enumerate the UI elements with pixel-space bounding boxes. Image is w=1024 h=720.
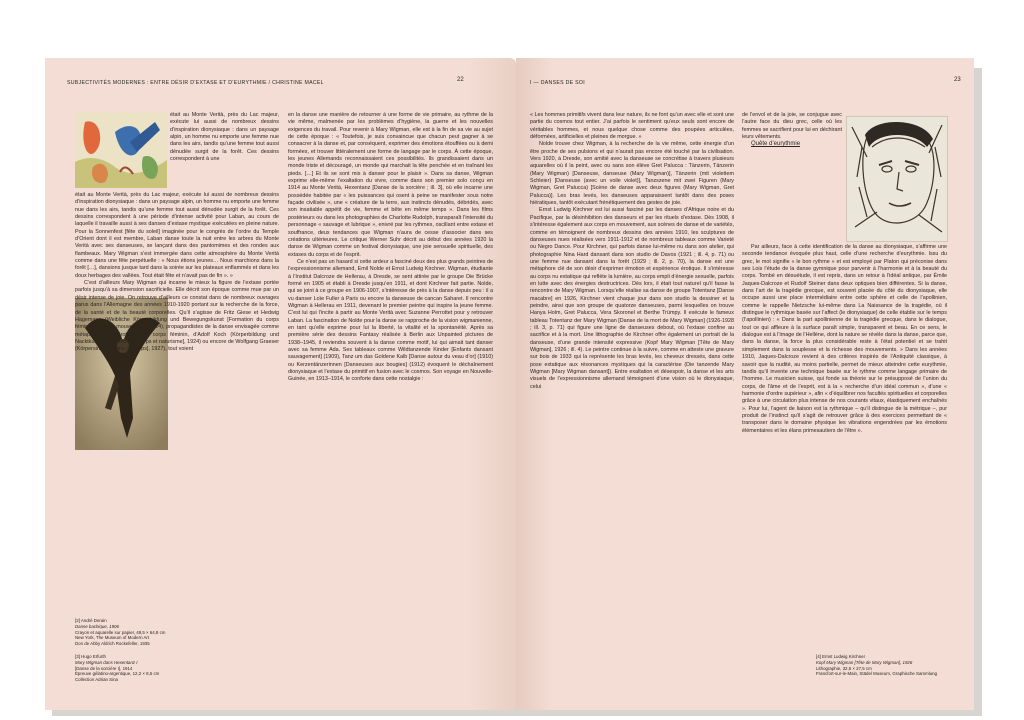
left-column-1 bbox=[75, 192, 279, 672]
right-page-number: 23 bbox=[954, 77, 961, 83]
paragraph-6: Nolde trouve chez Wigman, à la recherche de la vie même, cette énergie d’un être proche de ses pulsions et qui n’aurait pas encore été touché par la civilisation. Vers 1920, à Dresde, son amitié avec la danseuse se concrétise à travers plusieurs aquarelles où il la peint, avec ou sans son élève Gret Palucca : Tänzerin, Tänzerin (Mary Wigman) [Danseuse, danseuse (Mary Wigman)], Tänzerin (mit violettem Schleier) [Danseuse (avec un voile violet)], Tanzszene mit zwei Figuren (Mary Wigman, Gret Palucca) [Scène de danse avec deux figures (Mary Wigman, Gret Palucca)]. Les bras levés, les danseuses apparaissent tantôt dans des poses hiératiques, tantôt exécutant frénétiquement des gestes de joie. bbox=[530, 141, 734, 207]
paragraph-1-lead: était au Monte Verità, près du Lac majeur, exécute lui aussi de nombreux dessins d’inspiration dionysiaque : dans un paysage alpin, un homme nu emporte une femme nue dans les airs, tandis qu’une femme tout aussi dénudée surgit de la forêt. Ces dessins correspondent à une bbox=[170, 112, 279, 163]
derain-watercolor-image bbox=[75, 112, 167, 188]
paragraph-7: Ernst Ludwig Kirchner est lui aussi fasciné par les danses d’Afrique noire et du Pacifique, par la désinhibition des danseurs et par les rituels d’extase. Dès 1908, il s’intéresse également aux corps en mouvement, aux scènes de danse et de variétés, comme en témoignent de nombreux dessins des années 1910, les sculptures de danseuses nues réalisées vers 1911-1912 et de nombreux tableaux comme Varieté ou Negro Dance. Pour Kirchner, qui parfois danse lui-même nu dans son atelier, qui photographie Nina Hard dansant dans son studio de Davos (1921 ; ill. 4, p. 71) ou une femme nue dansant dans la forêt (1929 ; ill. 2, p. 70), la danse est une métaphore clé de son désir d’exprimer émotion et expérience érotique. Il s’intéresse au corps nu extatique qui reflète la lumière, au corps empli d’énergie sexuelle, parfois en lutte avec des énergies destructrices. Dès lors, il était tout naturel qu’il fasse la rencontre de Mary Wigman. Lorsqu’elle réalise sa danse de groupe Totentanz [Danse macabre] en 1926, Kirchner vient chaque jour dans son studio la dessiner et la peindre, ainsi que son groupe de quatorze danseuses, parmi lesquelles on trouve Hanya Holm, Gret Palucca, Vera Skoronel et Berthe Trümpy. Il exécute le fameux tableau Totentanz der Mary Wigman [Danse de la mort de Mary Wigman] (1926-1928 ; ill. 3, p. 71) qui figure une ligne de danseuses debout, où l’extase confine au sacrifice et à la mort. Une lithographie de Kirchner offre également un portrait de la danseuse, d’une grande intensité expressive (Kopf Mary Wigman [Tête de Mary Wigman], 1926 ; ill. 4). Le peintre continue à la suivre, comme en atteste une gravure sur bois de 1933 qui la représente les bras levés, les cheveux dressés, dans cette pose extatique aux résonances mystiques qui la caractérise (Die tanzende Mary Wigman [Mary Wigman dansant]). Entre exaltation et désespoir, la danse et les arts visuels de l’expressionnisme allemand témoignent d’une vision où le dionysiaque, celui bbox=[530, 207, 734, 390]
left-column-2 bbox=[288, 112, 493, 672]
paragraph-9: Par ailleurs, face à cette identification de la danse au dionysiaque, s’affirme une seconde tendance évoquée plus haut, celle d’une recherche d’eurythmie. Issu du grec, le mot signifie « le bon rythme » et est employé par Platon qui préconise dans ses Lois l’étude de la danse gymnique pour parvenir à l’harmonie et à la beauté du corps. Tombé en désuétude, il est repris, dans un retour à l’idéal antique, par Émile Jaques-Dalcroze et Rudolf Steiner dans deux optiques bien différentes. Si la danse, dans l’art de la tragédie grecque, est souvent placée du côté du dionysiaque, elle occupe aussi une place intermédiaire entre cette sphère et celle de l’apollinien, comme le rappelle Nietzsche lui-même dans La Naissance de la tragédie, où il distingue le rythmique basée sur l’affect (le dionysiaque) de celle établie sur le temps (l’apollinien) : « Dans la part apollinienne de la tragédie grecque, dans le dialogue, tout ce qui affleure à la surface paraît simple, transparent et beau. En ce sens, le dialogue est à l’image de l’Hellène, dont la nature se révèle dans la danse, parce que, dans la danse, la force la plus considérable reste à l’état potentiel et se trahit simplement dans la souplesse et la richesse des mouvements. » Dans les années 1910, Jaques-Dalcroze revient à des critères inspirés de l’Antiquité classique, à savoir que la nudité, au moins partielle, permet de mieux atteindre cette eurythmie, tandis qu’il invente une technique basée sur le rythme comme langage primaire de l’homme. Le musicien suisse, qui fonde sa théorie sur le présupposé de l’union du corps, de l’âme et de l’esprit, est à la « recherche d’un idéal commun », d’une « harmonie d’ordre supérieur », afin « d’équilibrer nos facultés spirituelles et corporelles grâce à une circulation plus intense de nos courants vitaux, élastiquement enchaînés ». Pour lui, l’agent de liaison est la rythmique – qu’il distingue de la métrique –, pur produit de l’instinct qu’il s’agit de retrouver grâce à des exercices permettant de « transposer dans le domaine physique les vibrations engendrées par les émotions élémentaires et les élans primesautiers de l’être ». bbox=[742, 244, 947, 434]
left-page bbox=[45, 58, 516, 710]
kirchner-kopf-mary-wigman-figure bbox=[846, 116, 948, 242]
right-column-2 bbox=[742, 244, 947, 644]
caption-figure-3: [3] Hugo Erfurth Mary Wigman dans Hexentanz I [Danse de la sorcière I], 1914 Épreuve gélatino-argentique, 12,2 × 8,5 cm Collection Adrian Sina bbox=[75, 654, 160, 683]
right-page bbox=[516, 58, 974, 710]
paragraph-4: Ce n’est pas un hasard si cette ardeur a fasciné deux des plus grands peintres de l’expressionnisme allemand, Emil Nolde et Ernst Ludwig Kirchner. Wigman, étudiante à l’Institut Dalcroze de Hellerau, à Dresde, se sent attirée par le groupe Die Brücke formé en 1905 et établi à Dresde jusqu’en 1911, et dont Kirchner fait partie. Nolde, qui se joint à ce groupe en 1906-1907, s’intéresse de près à la danse depuis peu : il a vu danser Loïe Fuller à Paris ou encore la danseuse de cancan Saharet. Il rencontre Wigman à Hellerau en 1911, devenant le premier peintre qui inspire la jeune femme. C’est lui qui l’incite à partir au Monte Verità avec Suzanne Perrottet pour y retrouver Laban. La fascination de Nolde pour la danse se rapproche de la vision wigmanienne, en tant qu’elle exprime pour lui la liberté, la vitalité et la spontanéité. Après sa première série des dessins Fantasy réalisée à Berlin aux Unpainted pictures de 1938–1945, il reviendra souvent à la danse comme motif, lui qui aimait tant danser avec sa femme Ada. Ses tableaux comme Wildtanzende Kinder [Enfants dansant sauvagement] (1909), Tanz um das Goldene Kalb [Danse autour du veau d’or] (1910) ou Kerzentänzerinnen [Danseuses aux bougies] (1912) évoquent le déchaînement dionysiaque et l’extase du primitif en fusion avec le cosmos. Son voyage en Nouvelle-Guinée, en 1913–1914, le conforte dans cette nostalgie : bbox=[288, 258, 493, 383]
caption-figure-4: [4] Ernst Ludwig Kirchner Kopf Mary Wigman [Tête de Mary Wigman], 1926 Lithographie, 32,5 × 27,5 cm Francfort-sur-le-Main, Städel Museum, Graphische Sammlung bbox=[816, 654, 938, 677]
paragraph-5: « Les hommes primitifs vivent dans leur nature, ils ne font qu’un avec elle et sont une partie du cosmos tout entier. J’ai parfois le sentiment qu’eux seuls sont encore de véritables hommes, et nous quelque chose comme des poupées articulées, déformées, artificielles et pleines de morgue. » bbox=[530, 112, 734, 141]
paragraph-1: était au Monte Verità, près du Lac majeur, exécute lui aussi de nombreux dessins d’inspiration dionysiaque : dans un paysage alpin, un homme nu emporte une femme nue dans les airs, tandis qu’une femme tout aussi dénudée surgit de la forêt. Ces dessins correspondent à une période d’intense activité pour Laban, au cours de laquelle il travaille aussi à ses danses d’extase mystique exécutées en pleine nature. Pour la Sonnenfest [fête du soleil] imaginée pour le congrès de l’ordre du Temple d’Orient dont il est membre, Laban danse toute la nuit entre les arbres du Monte Verità avec ses danseuses, se lançant dans des pantomimes et des rondes aux flambeaux. Mary Wigman s’est immergée dans cette atmosphère du Monte Verità comme dans une fête perpétuelle : « Nous étions jeunes… Nous marchions dans la forêt […], dansions jusque tard dans la soirée sur les plateaux enflammés et dans les doux herbages des vallées. Tout était fête et n’avait pas de fin ». » bbox=[75, 192, 279, 279]
kirchner-lithograph-image bbox=[847, 117, 947, 241]
paragraph-8: de l’envol et de la joie, se conjugue avec l’autre face du dieu grec, celle où les femmes se sacrifient pour lui en déchirant leurs vêtements. bbox=[742, 112, 842, 141]
left-running-head: SUBJECTIVITÉS MODERNES : ENTRE DÉSIR D’EXTASE ET D’EURYTHMIE / CHRISTINE MACEL bbox=[67, 80, 324, 86]
right-running-head: I — DANSES DE SOI bbox=[530, 80, 585, 86]
paragraph-2: C’est d’ailleurs Mary Wigman qui incarne le mieux la figure de l’extase portée parfois jusqu’à sa dimension sacrificielle. Elle décrit son époque comme mue par un désir intense de joie. On retrouve d’ailleurs ce constat dans de nombreux ouvrages parus dans l’Allemagne des années 1910-1920 portant sur la recherche de la force, de la santé et de la beauté corporelles. Qu’il s’agisse de Fritz Giese et Hedwig Hagemann (Weibliche Körperbildung und Bewegungskunst [Formation du corps féminin et art du mouvement], 1924), propagandistes de la danse envisagée comme métaphore de l’érotisme du corps féminin, d’Adolf Koch (Körperbildung und Nacktkultur [Formation du corps et naturisme], 1924) ou encore de Wolfgang Graeser (Körpersinn [Le sens du corps], 1927), tout voient bbox=[75, 280, 279, 353]
derain-danse-bachique-figure bbox=[75, 112, 167, 188]
caption-figure-2: [2] André Derain Danse bachique, 1906 Crayon et aquarelle sur papier, 49,5 × 64,8 cm New York, The Museum of Modern Art Don de Abby Aldrich Rockefeller, 1935 bbox=[75, 618, 166, 647]
left-column-1-top bbox=[170, 112, 279, 163]
paragraph-3: en la danse une manière de retourner à une forme de vie primaire, au rythme de la vie même, malmenée par les problèmes d’hygiène, la guerre et les nouvelles exigences du travail. Pour revenir à Mary Wigman, elle est à la fin de sa vie au sujet de cette époque : « Toutefois, je suis convaincue que chacun peut gagner à se consacrer à la danse et, par conséquent, exprimer des émotions étouffées ou à demi formées, et trouver littéralement une forme de langage par le corps. À cette époque, les jeunes Allemands reconnaissaient ces possibilités. Ils grandissaient dans un monde triste et découragé, un monde qui marchait la tête penchée et en traînant les pieds. […] Et ils se sont mis à danser pour le plaisir ». Dans sa danse, Wigman exprime elle-même l’exaltation du vivre, comme dans son premier solo conçu en 1914 au Monte Verità, Hexentanz [Danse de la sorcière ; ill. 3], où elle incarne une possédée habitée par « les puissances qui osent à peine se manifester sous notre façade civilisée », une « créature de la terre, aux instincts dénudés, débridés, avec son insatiable appétit de vie, femme et bête en même temps ». Dans les films postérieurs ou dans les photographies de Charlotte Rudolph, transparaît l’intensité du personnage « sauvage et lubrique », enivré par les rythmes, oscillant entre extase et souffrance, deux tendances que Wigman n’aura de cesse d’associer dans ses créations ultérieures. Le critique Werner Suhr décrit au début des années 1920 la danse de Wigman comme un festival dionysiaque, une joie sensuelle spirituelle, des extases du corps et de l’esprit. bbox=[288, 112, 493, 258]
right-column-2-top bbox=[742, 112, 842, 149]
right-column-1 bbox=[530, 112, 734, 684]
left-page-number: 22 bbox=[457, 77, 464, 83]
section-subhead: Quête d’eurythmie bbox=[751, 141, 801, 148]
